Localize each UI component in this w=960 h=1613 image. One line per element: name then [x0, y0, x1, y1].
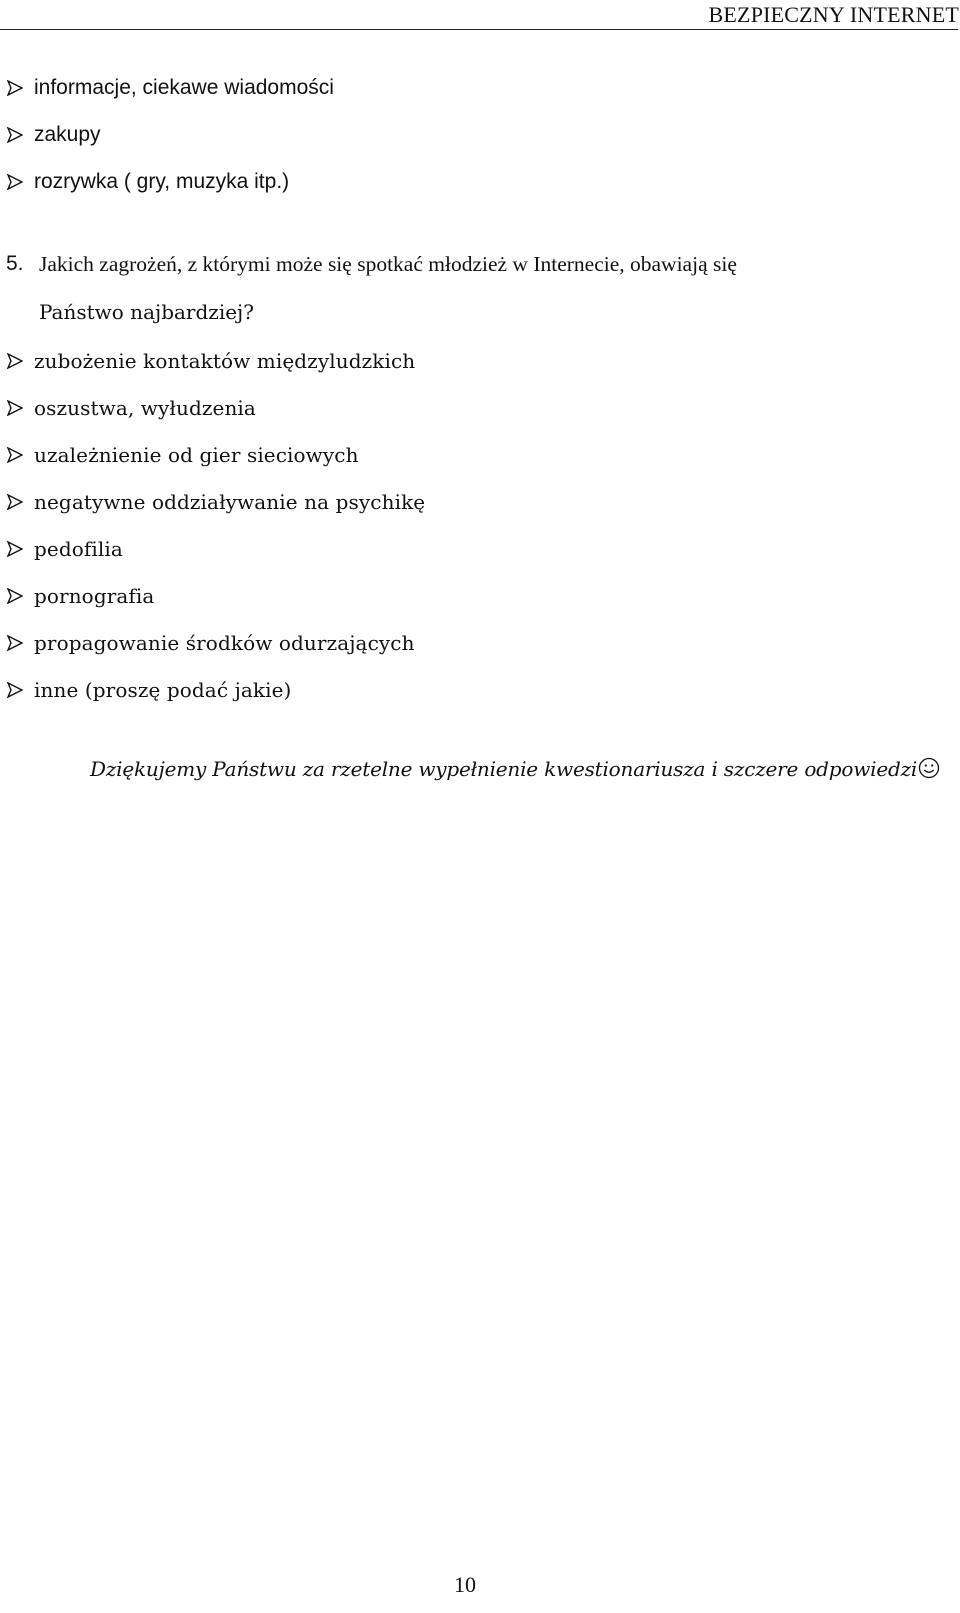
list-item — [0, 64, 334, 111]
interests-list — [0, 64, 334, 205]
page-number: 10 — [454, 1572, 476, 1597]
arrowhead-bullet-icon — [0, 682, 34, 698]
arrowhead-bullet-icon — [0, 447, 34, 463]
list-item — [0, 619, 425, 666]
list-item — [0, 158, 334, 205]
threats-list — [0, 337, 425, 713]
question-text-line1: Jakich zagrożeń, z którymi może się spotkać młodzież w Internecie, obawiają się — [39, 252, 737, 276]
page-header — [0, 0, 958, 30]
list-item — [0, 384, 425, 431]
arrowhead-bullet-icon — [0, 494, 34, 510]
header-title: BEZPIECZNY INTERNET — [708, 2, 959, 27]
list-item — [0, 111, 334, 158]
list-item-label: zakupy — [34, 122, 101, 146]
question-number: 5. — [6, 252, 24, 275]
list-item-label: oszustwa, wyłudzenia — [34, 395, 256, 420]
list-item-label: negatywne oddziaływanie na psychikę — [34, 489, 426, 514]
arrowhead-bullet-icon — [0, 400, 34, 416]
arrowhead-bullet-icon — [0, 353, 34, 369]
list-item-label: uzależnienie od gier sieciowych — [34, 442, 359, 467]
list-item-label: pornografia — [34, 583, 155, 608]
arrowhead-bullet-icon — [0, 174, 34, 190]
arrowhead-bullet-icon — [0, 635, 34, 651]
list-item — [0, 666, 425, 713]
list-item — [0, 431, 425, 478]
list-item-label: propagowanie środków odurzających — [34, 630, 415, 655]
arrowhead-bullet-icon — [0, 80, 34, 96]
smiley-icon — [918, 757, 940, 784]
list-item-label: zubożenie kontaktów międzyludzkich — [34, 348, 416, 373]
list-item — [0, 525, 425, 572]
list-item — [0, 478, 425, 525]
list-item-label: pedofilia — [34, 536, 123, 561]
list-item-label: inne (proszę podać jakie) — [34, 677, 292, 702]
arrowhead-bullet-icon — [0, 541, 34, 557]
closing-text: Dziękujemy Państwu za rzetelne wypełnienie kwestionariusza i szczere odpowiedzi — [90, 757, 918, 781]
list-item — [0, 337, 425, 384]
list-item-label: rozrywka ( gry, muzyka itp.) — [34, 169, 290, 193]
closing-message — [90, 757, 940, 784]
list-item-label: informacje, ciekawe wiadomości — [34, 75, 334, 99]
arrowhead-bullet-icon — [0, 588, 34, 604]
list-item — [0, 572, 425, 619]
question-text-line2: Państwo najbardziej? — [39, 300, 254, 324]
arrowhead-bullet-icon — [0, 127, 34, 143]
